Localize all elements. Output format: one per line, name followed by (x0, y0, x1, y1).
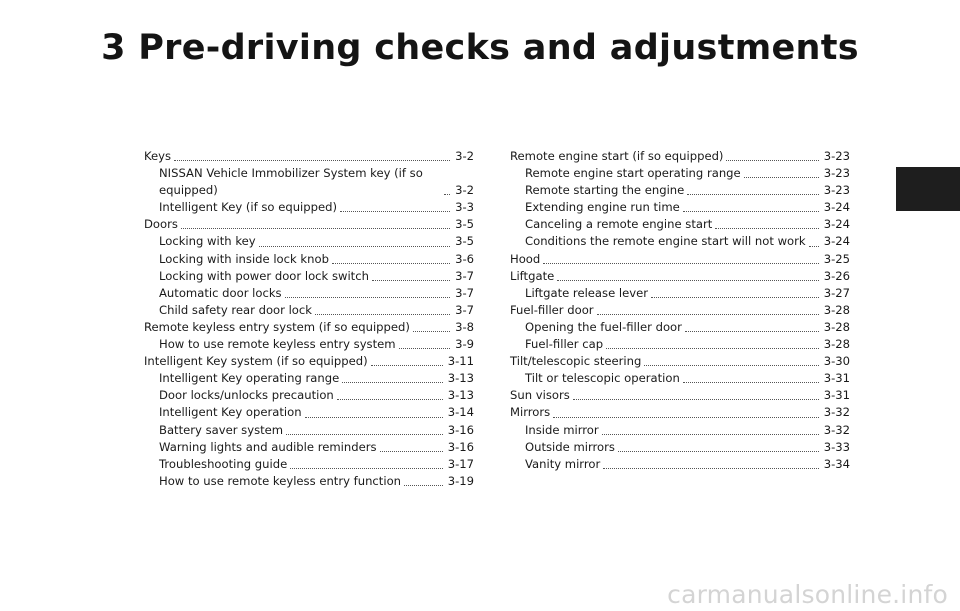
dot-leader (305, 417, 443, 418)
toc-entry-label: How to use remote keyless entry system (159, 337, 396, 352)
toc-entry-page: 3-14 (447, 405, 474, 420)
dot-leader (337, 399, 443, 400)
toc-entry[interactable] (144, 302, 474, 319)
dot-leader (597, 314, 819, 315)
dot-leader (685, 331, 819, 332)
toc-entry-label: NISSAN Vehicle Immobilizer System key (if so equipped) (159, 166, 423, 198)
toc-entry[interactable] (144, 285, 474, 302)
dot-leader (573, 399, 819, 400)
toc-entry-page: 3-13 (447, 388, 474, 403)
toc-entry[interactable] (510, 439, 850, 456)
toc-entry-page: 3-24 (823, 200, 850, 215)
dot-leader (606, 348, 819, 349)
toc-entry[interactable] (510, 353, 850, 370)
toc-entry-page: 3-24 (823, 217, 850, 232)
toc-entry-page: 3-32 (823, 405, 850, 420)
toc-entry-page: 3-28 (823, 337, 850, 352)
toc-entry-label: Remote starting the engine (525, 183, 685, 198)
toc-entry-label: Fuel-filler door (510, 302, 594, 317)
watermark: carmanualsonline.info (667, 580, 948, 609)
toc-entry[interactable] (144, 319, 474, 336)
toc-entry-page: 3-17 (447, 456, 474, 471)
toc-entry[interactable] (144, 148, 474, 165)
toc-entry-page: 3-7 (455, 285, 474, 300)
dot-leader (399, 348, 450, 349)
toc-entry-page: 3-19 (447, 473, 474, 488)
toc-entry[interactable] (144, 251, 474, 268)
toc-entry-page: 3-3 (455, 200, 474, 215)
toc-entry[interactable] (144, 404, 474, 421)
dot-leader (687, 194, 818, 195)
toc-entry-label: Outside mirrors (525, 439, 615, 454)
toc-entry-label: Mirrors (510, 405, 551, 420)
dot-leader (342, 382, 442, 383)
toc-entry[interactable] (510, 182, 850, 199)
toc-entry-label: Tilt/telescopic steering (510, 354, 642, 369)
dot-leader (290, 468, 442, 469)
toc-entry-label: Sun visors (510, 388, 570, 403)
toc-entry-label: Hood (510, 251, 541, 266)
toc-entry[interactable] (510, 285, 850, 302)
dot-leader (553, 417, 818, 418)
toc-entry-page: 3-13 (447, 371, 474, 386)
dot-leader (332, 263, 450, 264)
toc-entry-label: Intelligent Key system (if so equipped) (144, 354, 368, 369)
toc-entry-page: 3-28 (823, 319, 850, 334)
dot-leader (618, 451, 819, 452)
toc-entry-label: Inside mirror (525, 422, 599, 437)
dot-leader (651, 297, 819, 298)
toc-entry-page: 3-16 (447, 422, 474, 437)
toc-entry[interactable] (510, 319, 850, 336)
toc-entry[interactable] (144, 387, 474, 404)
dot-leader (371, 365, 443, 366)
dot-leader (404, 485, 443, 486)
toc-entry-page: 3-31 (823, 371, 850, 386)
chapter-tab (896, 167, 960, 211)
toc-entry-page: 3-31 (823, 388, 850, 403)
dot-leader (726, 160, 818, 161)
toc-entry-page: 3-6 (455, 251, 474, 266)
toc-entry-label: Liftgate release lever (525, 285, 649, 300)
toc-entry-label: Warning lights and audible reminders (159, 439, 377, 454)
toc-entry-label: Locking with inside lock knob (159, 251, 329, 266)
toc-entry-page: 3-23 (823, 149, 850, 163)
toc-entry[interactable] (510, 404, 850, 421)
toc-entry-page: 3-16 (447, 439, 474, 454)
toc-entry-label: Battery saver system (159, 422, 284, 437)
toc-entry-label: Intelligent Key operating range (159, 371, 340, 386)
toc-entry[interactable] (510, 370, 850, 387)
dot-leader (683, 382, 819, 383)
toc-entry-label: Vanity mirror (525, 456, 601, 471)
dot-leader (174, 160, 450, 161)
toc-entry-page: 3-32 (823, 422, 850, 437)
dot-leader (744, 177, 819, 178)
toc-entry-label: Opening the fuel-filler door (525, 319, 682, 334)
toc-entry[interactable] (510, 165, 850, 182)
toc-entry-label: Remote engine start (if so equipped) (510, 149, 724, 163)
dot-leader (285, 297, 450, 298)
toc-entry-page: 3-34 (823, 456, 850, 471)
toc-entry-label: Fuel-filler cap (525, 337, 604, 352)
toc-entry-page: 3-5 (455, 217, 474, 232)
toc-entry-page: 3-24 (823, 234, 850, 249)
toc-entry-page: 3-25 (823, 251, 850, 266)
toc-entry[interactable] (144, 233, 474, 250)
toc-entry[interactable] (510, 422, 850, 439)
toc-entry[interactable] (144, 473, 474, 490)
toc-entry-label: Automatic door locks (159, 285, 282, 300)
toc-left-column (144, 148, 474, 490)
toc-entry[interactable] (144, 353, 474, 370)
toc-entry-page: 3-9 (455, 337, 474, 352)
toc-entry-label: Troubleshooting guide (159, 456, 288, 471)
toc-entry-page: 3-30 (823, 354, 850, 369)
toc-entry[interactable] (510, 148, 850, 165)
dot-leader (372, 280, 450, 281)
toc-entry[interactable] (510, 233, 850, 250)
toc-entry[interactable] (510, 268, 850, 285)
dot-leader (809, 246, 819, 247)
dot-leader (603, 468, 818, 469)
dot-leader (286, 434, 443, 435)
toc-entry-page: 3-28 (823, 302, 850, 317)
dot-leader (683, 211, 819, 212)
toc-entry[interactable] (510, 387, 850, 404)
dot-leader (315, 314, 450, 315)
toc-entry-page: 3-33 (823, 439, 850, 454)
toc-entry-page: 3-23 (823, 166, 850, 181)
toc-entry-page: 3-2 (455, 149, 474, 163)
toc-entry-label: Child safety rear door lock (159, 302, 312, 317)
toc-entry-page: 3-11 (447, 354, 474, 369)
toc-entry[interactable] (510, 456, 850, 473)
toc-entry-label: Locking with power door lock switch (159, 268, 369, 283)
toc-entry-page: 3-2 (455, 183, 474, 198)
toc-entry[interactable] (144, 216, 474, 233)
toc-entry-label: Remote keyless entry system (if so equipped) (144, 319, 410, 334)
toc-right-column (510, 148, 850, 473)
toc-entry[interactable] (510, 251, 850, 268)
dot-leader (444, 194, 450, 195)
toc-entry-page: 3-27 (823, 285, 850, 300)
toc-entry[interactable] (144, 199, 474, 216)
dot-leader (557, 280, 818, 281)
toc-entry-label: Tilt or telescopic operation (525, 371, 680, 386)
toc-entry[interactable] (144, 456, 474, 473)
toc-entry-label: Keys (144, 149, 172, 163)
toc-entry-label: Remote engine start operating range (525, 166, 741, 181)
toc-entry-label: Liftgate (510, 268, 555, 283)
toc-entry-page: 3-26 (823, 268, 850, 283)
toc-entry-label: Intelligent Key operation (159, 405, 302, 420)
dot-leader (715, 228, 818, 229)
dot-leader (380, 451, 443, 452)
toc-entry-page: 3-23 (823, 183, 850, 198)
toc-entry[interactable] (144, 370, 474, 387)
toc-entry-page: 3-5 (455, 234, 474, 249)
dot-leader (181, 228, 450, 229)
toc-entry-label: Conditions the remote engine start will not work (525, 234, 806, 249)
page-title: 3 Pre-driving checks and adjustments (101, 28, 859, 68)
toc-entry[interactable] (510, 216, 850, 233)
toc-entry[interactable] (144, 439, 474, 456)
toc-entry[interactable] (144, 336, 474, 353)
dot-leader (543, 263, 818, 264)
dot-leader (340, 211, 450, 212)
toc-entry-label: Canceling a remote engine start (525, 217, 713, 232)
toc-entry[interactable] (510, 302, 850, 319)
toc-entry-label: Intelligent Key (if so equipped) (159, 200, 338, 215)
toc-entry[interactable] (144, 422, 474, 439)
toc-entry-page: 3-7 (455, 302, 474, 317)
toc-entry-page: 3-8 (455, 319, 474, 334)
toc-entry-label: Doors (144, 217, 178, 232)
dot-leader (602, 434, 819, 435)
toc-entry-label: Locking with key (159, 234, 256, 249)
dot-leader (644, 365, 818, 366)
toc-entry[interactable] (144, 268, 474, 285)
toc-entry[interactable] (144, 165, 474, 199)
toc-entry[interactable] (510, 336, 850, 353)
dot-leader (259, 246, 450, 247)
dot-leader (413, 331, 450, 332)
toc-entry-page: 3-7 (455, 268, 474, 283)
toc-entry-label: Door locks/unlocks precaution (159, 388, 334, 403)
toc-entry[interactable] (510, 199, 850, 216)
toc-entry-label: How to use remote keyless entry function (159, 473, 402, 488)
toc-entry-label: Extending engine run time (525, 200, 680, 215)
